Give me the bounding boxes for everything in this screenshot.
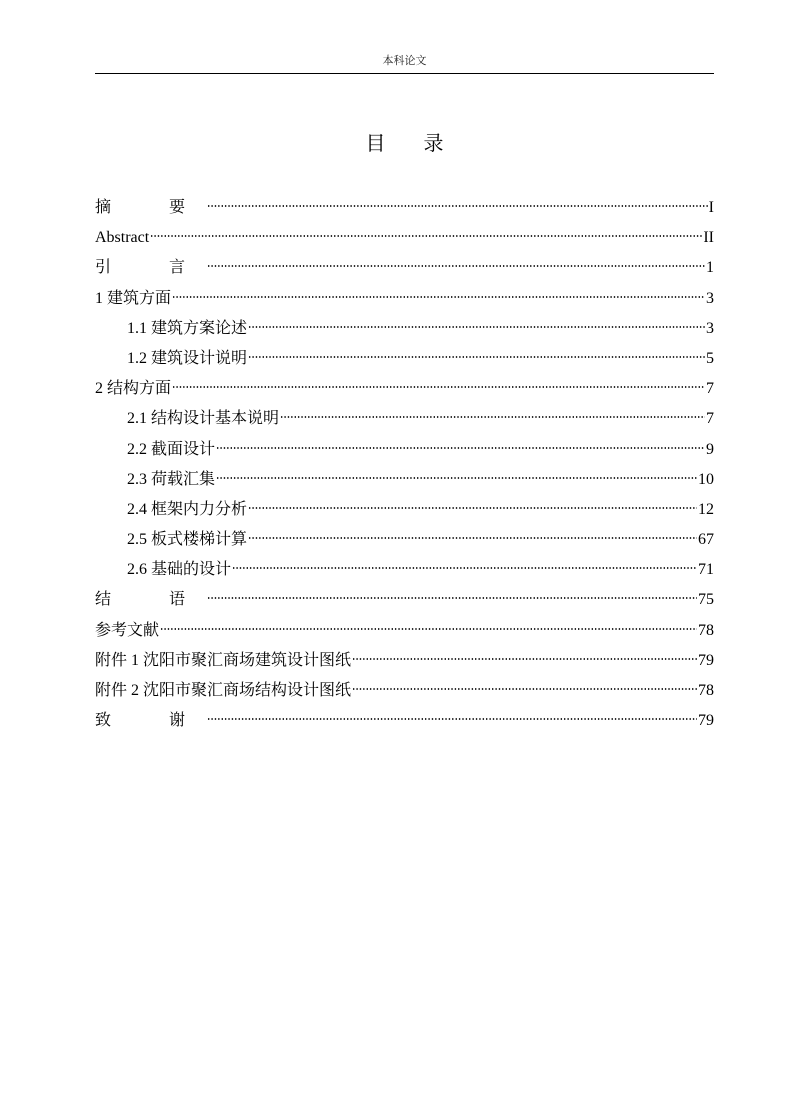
toc-dot-leader bbox=[248, 536, 697, 540]
toc-entry[interactable] bbox=[95, 404, 714, 434]
header-rule bbox=[95, 73, 714, 74]
toc-dot-leader bbox=[207, 204, 708, 208]
toc-entry-page: 67 bbox=[698, 531, 714, 549]
toc-entry-page: 1 bbox=[706, 259, 714, 277]
toc-entry[interactable] bbox=[95, 676, 714, 706]
toc-entry-page: 7 bbox=[706, 380, 714, 398]
toc-entry-label: 附件 1 沈阳市聚汇商场建筑设计图纸 bbox=[95, 651, 352, 669]
toc-entry-label: 1 建筑方面 bbox=[95, 289, 172, 307]
toc-entry-page: 78 bbox=[698, 682, 714, 699]
toc-dot-leader bbox=[172, 385, 705, 389]
toc-dot-leader bbox=[248, 325, 705, 329]
toc-entry[interactable] bbox=[95, 374, 714, 404]
toc-entry-page: 75 bbox=[698, 591, 714, 609]
toc-dot-leader bbox=[160, 627, 697, 631]
toc-entry[interactable] bbox=[95, 706, 714, 736]
toc-entry[interactable] bbox=[95, 193, 714, 223]
table-of-contents bbox=[95, 193, 714, 736]
toc-dot-leader bbox=[207, 717, 697, 721]
toc-entry[interactable] bbox=[95, 495, 714, 525]
toc-entry-label: 2.1 结构设计基本说明 bbox=[127, 410, 280, 428]
toc-entry[interactable] bbox=[95, 616, 714, 646]
toc-entry-label: 2.4 框架内力分析 bbox=[127, 500, 248, 518]
toc-dot-leader bbox=[232, 566, 697, 570]
toc-entry-label: 摘 要 bbox=[95, 199, 207, 216]
toc-entry[interactable] bbox=[95, 646, 714, 676]
toc-dot-leader bbox=[172, 295, 705, 299]
toc-entry-page: 71 bbox=[698, 561, 714, 579]
toc-dot-leader bbox=[248, 506, 697, 510]
toc-entry-page: 9 bbox=[706, 440, 714, 458]
toc-entry-page: 12 bbox=[698, 500, 714, 518]
toc-entry-page: 7 bbox=[706, 410, 714, 428]
toc-entry-label: 致 谢 bbox=[95, 712, 207, 730]
toc-entry[interactable] bbox=[95, 314, 714, 344]
toc-entry-page: 3 bbox=[706, 319, 714, 337]
toc-entry-page: 3 bbox=[706, 289, 714, 307]
toc-entry-label: 参考文献 bbox=[95, 621, 160, 639]
toc-entry-label: 2.5 板式楼梯计算 bbox=[127, 531, 248, 549]
toc-entry-label: Abstract bbox=[95, 229, 150, 247]
toc-entry-label: 引 言 bbox=[95, 259, 207, 277]
toc-entry[interactable] bbox=[95, 585, 714, 615]
toc-entry-label: 2.2 截面设计 bbox=[127, 440, 216, 458]
toc-entry-page: 79 bbox=[698, 651, 714, 669]
toc-entry-label: 附件 2 沈阳市聚汇商场结构设计图纸 bbox=[95, 682, 352, 699]
toc-entry[interactable] bbox=[95, 223, 714, 253]
toc-entry[interactable] bbox=[95, 344, 714, 374]
toc-entry[interactable] bbox=[95, 555, 714, 585]
toc-dot-leader bbox=[248, 355, 705, 359]
toc-dot-leader bbox=[280, 415, 705, 419]
toc-title: 目录 bbox=[365, 131, 482, 155]
toc-entry-label: 2.3 荷载汇集 bbox=[127, 470, 216, 488]
toc-dot-leader bbox=[150, 234, 702, 238]
toc-entry-label: 1.1 建筑方案论述 bbox=[127, 319, 248, 337]
toc-entry-label: 1.2 建筑设计说明 bbox=[127, 349, 248, 367]
toc-entry[interactable] bbox=[95, 525, 714, 555]
toc-dot-leader bbox=[352, 687, 697, 691]
toc-entry-label: 2.6 基础的设计 bbox=[127, 561, 232, 579]
toc-entry-label: 2 结构方面 bbox=[95, 380, 172, 398]
toc-entry[interactable] bbox=[95, 253, 714, 283]
toc-dot-leader bbox=[216, 476, 697, 480]
toc-entry[interactable] bbox=[95, 435, 714, 465]
toc-dot-leader bbox=[352, 657, 697, 661]
toc-dot-leader bbox=[207, 264, 705, 268]
toc-entry-page: 10 bbox=[698, 470, 714, 488]
toc-entry-page: 78 bbox=[698, 621, 714, 639]
toc-entry-page: II bbox=[703, 229, 714, 247]
running-header: 本科论文 bbox=[382, 54, 427, 67]
toc-entry-page: 5 bbox=[706, 349, 714, 367]
toc-entry[interactable] bbox=[95, 284, 714, 314]
toc-dot-leader bbox=[216, 446, 705, 450]
toc-entry-label: 结 语 bbox=[95, 591, 207, 609]
toc-entry[interactable] bbox=[95, 465, 714, 495]
toc-dot-leader bbox=[207, 596, 697, 600]
toc-entry-page: I bbox=[708, 199, 714, 216]
toc-entry-page: 79 bbox=[698, 712, 714, 730]
